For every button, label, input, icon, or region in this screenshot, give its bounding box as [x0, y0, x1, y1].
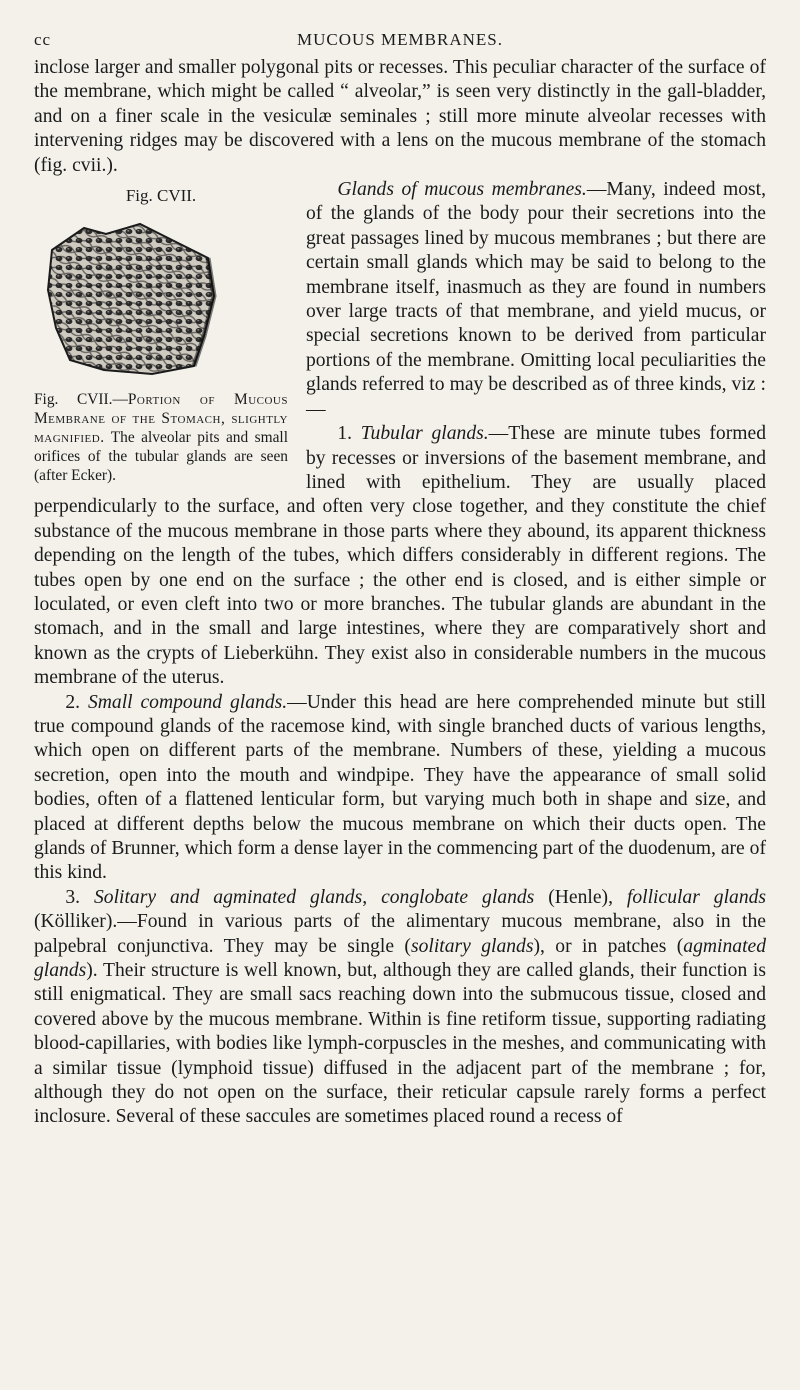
- running-head: MUCOUS MEMBRANES.: [297, 30, 503, 49]
- caption-text: The alveolar pits and small orifices of the tubular glands are seen (after Ecker).: [34, 429, 288, 485]
- caption-lead: Fig. CVII.—: [34, 391, 128, 409]
- glands-heading: Glands of mucous membranes.: [337, 179, 587, 201]
- page-header: [34, 30, 766, 56]
- solitary-term: solitary glands: [410, 935, 534, 957]
- kolliker-text: (Kölliker).—Found in various parts of the alimentary mucous membrane, also in the palpebral conjunctiva. They may be single (: [34, 911, 766, 957]
- compound-text: —Under this head are here comprehended minute but still true compound glands of the racemose kind, with single branched ducts of various lengths, which open on different parts of the membrane. Numbers of these, yielding a mucous secretion, open into the mouth and windpipe. They have the appearance of small solid bodies, often of a flattened lenticular form, but varying much both in shape and size, and placed at different depths below the mucous membrane on which their ducts open. The glands of Brunner, which form a dense layer in the commencing part of the duodenum, are of this kind.: [34, 691, 766, 884]
- stomach-membrane-illustration: [44, 218, 220, 380]
- page-number: cc: [34, 30, 52, 49]
- figure-caption: [34, 390, 288, 485]
- solitary-number: 3.: [65, 886, 94, 908]
- figure-label: Fig. CVII.: [125, 186, 197, 206]
- tubular-heading: Tubular glands.: [360, 423, 489, 445]
- tubular-text: —These are minute tubes formed by recesses or inversions of the basement membrane, and lined with epithelium. They are usually placed perpendicularly to the surface, and often very close together, and they constitute the chief substance of the mucous membrane in those parts where they abound, its apparent thickness depending on the length of the tubes, which differs considerably in different regions. The tubes open by one end on the surface ; the other end is closed, and is either simple or loculated, or even cleft into two or more branches. The tubular glands are abundant in the stomach, and in the small and large intestines, where they are comparatively short and known as the crypts of Lieberkühn. They exist also in considerable numbers in the mucous membrane of the uterus.: [34, 423, 766, 689]
- glands-text: —Many, indeed most, of the glands of the body pour their secretions into the great passages lined by mucous membranes ; but there are certain small glands which may be said to belong to the membrane itself, inasmuch as they are found in numbers over large tracts of that membrane, and yield mucus, or special secretions known to be derived from particular portions of the membrane. Omitting local peculiarities the glands referred to may be described as of three kinds, viz :—: [306, 179, 767, 420]
- agminated-term: agminated glands: [34, 935, 766, 982]
- compound-number: 2.: [65, 691, 88, 713]
- henle-ref: (Henle),: [534, 886, 627, 908]
- solitary-heading: Solitary and agminated glands: [94, 886, 363, 908]
- book-page: [34, 30, 766, 1130]
- compound-paragraph: [34, 691, 766, 886]
- solitary-paragraph: [34, 886, 766, 1130]
- follicular-term: follicular glands: [626, 886, 767, 908]
- caption-title: Portion of Mucous Membrane of the Stomach, slightly magnified.: [34, 391, 288, 447]
- solitary-sep: ,: [362, 886, 382, 908]
- figure-cvii: [34, 182, 288, 485]
- solitary-text: ). Their structure is well known, but, although they are called glands, their function is still enigmatical. They are small sacs reaching down into the submucous tissue, closed and covered above by the mucous membrane. Within is fine retiform tissue, supporting radiating blood-capillaries, with bodies like lymph-corpuscles in the meshes, and communicating with a similar tissue (lymphoid tissue) diffused in the adjacent part of the membrane ; for, although they do not open on the surface, their reticular capsule rarely forms a perfect inclosure. Several of these saccules are sometimes placed round a recess of: [34, 960, 766, 1128]
- body-text: [34, 56, 766, 1130]
- tubular-number: 1.: [337, 423, 361, 445]
- compound-heading: Small compound glands.: [87, 691, 288, 713]
- intro-paragraph: inclose larger and smaller polygonal pits or recesses. This peculiar character of the surface of the membrane, which might be called “ alveolar,” is seen very distinctly in the gall-bladder, and on a finer scale in the vesiculæ seminales ; still more minute alveolar recesses with intervening ridges may be discovered with a lens on the mucous membrane of the stomach (fig. cvii.).: [34, 57, 766, 176]
- or-in-text: ), or in patches (: [533, 935, 684, 957]
- conglobate-term: conglobate glands: [381, 886, 535, 908]
